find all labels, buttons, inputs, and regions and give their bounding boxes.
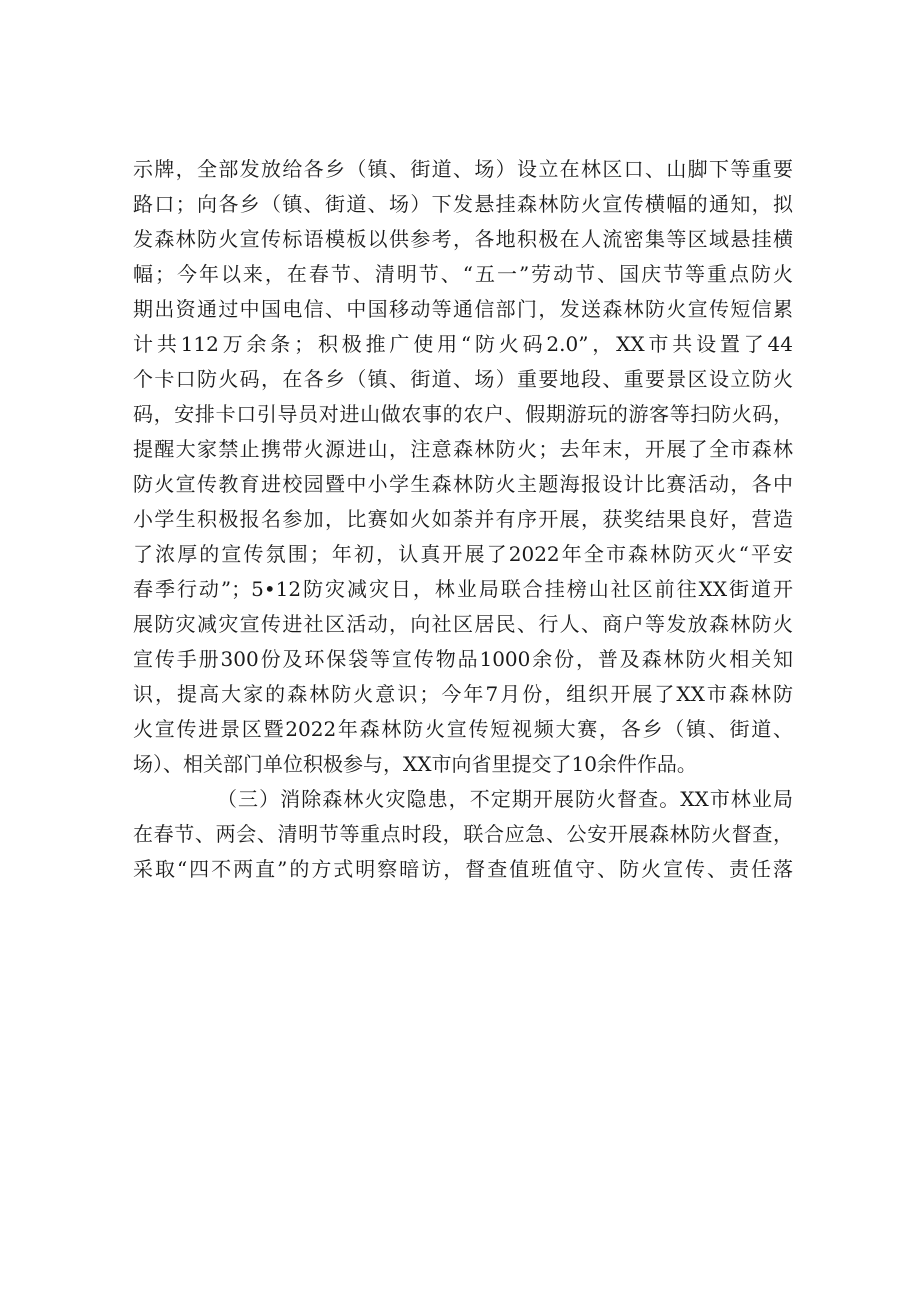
text-line: 幅；今年以来，在春节、清明节、“五一”劳动节、国庆节等重点防火 [133,262,793,286]
text-line: 路口；向各乡（镇、街道、场）下发悬挂森林防火宣传横幅的通知，拟 [133,192,793,216]
text-line: 码，安排卡口引导员对进山做农事的农户、假期游玩的游客等扫防火码， [133,402,793,426]
text-line: （三）消除森林火灾隐患，不定期开展防火督查。XX市林业局 [217,787,793,811]
text-line: 展防灾减灾宣传进社区活动，向社区居民、行人、商户等发放森林防火 [133,612,793,636]
document-body [133,152,793,887]
paragraph-1 [133,152,793,782]
text-line: 个卡口防火码，在各乡（镇、街道、场）重要地段、重要景区设立防火 [133,367,793,391]
text-line: 计共112万余条；积极推广使用“防火码2.0”，XX市共设置了44 [133,332,793,356]
text-line: 采取“四不两直”的方式明察暗访，督查值班值守、防火宣传、责任落 [133,857,793,881]
paragraph-2 [133,782,793,887]
text-line: 防火宣传教育进校园暨中小学生森林防火主题海报设计比赛活动，各中 [133,472,793,496]
text-line: 场）、相关部门单位积极参与，XX市向省里提交了10余件作品。 [133,752,697,776]
text-line: 小学生积极报名参加，比赛如火如荼并有序开展，获奖结果良好，营造 [133,507,793,531]
text-line: 期出资通过中国电信、中国移动等通信部门，发送森林防火宣传短信累 [133,297,793,321]
text-line: 在春节、两会、清明节等重点时段，联合应急、公安开展森林防火督查， [133,822,793,846]
text-line: 提醒大家禁止携带火源进山，注意森林防火；去年末，开展了全市森林 [133,437,793,461]
text-line: 识，提高大家的森林防火意识；今年7月份，组织开展了XX市森林防 [133,682,793,706]
text-line: 了浓厚的宣传氛围；年初，认真开展了2022年全市森林防灭火“平安 [133,542,793,566]
text-line: 火宣传进景区暨2022年森林防火宣传短视频大赛，各乡（镇、街道、 [133,717,793,741]
text-line: 发森林防火宣传标语模板以供参考，各地积极在人流密集等区域悬挂横 [133,227,793,251]
text-line: 春季行动”；5•12防灾减灾日，林业局联合挂榜山社区前往XX街道开 [133,577,793,601]
text-line: 示牌，全部发放给各乡（镇、街道、场）设立在林区口、山脚下等重要 [133,157,793,181]
text-line: 宣传手册300份及环保袋等宣传物品1000余份，普及森林防火相关知 [133,647,793,671]
